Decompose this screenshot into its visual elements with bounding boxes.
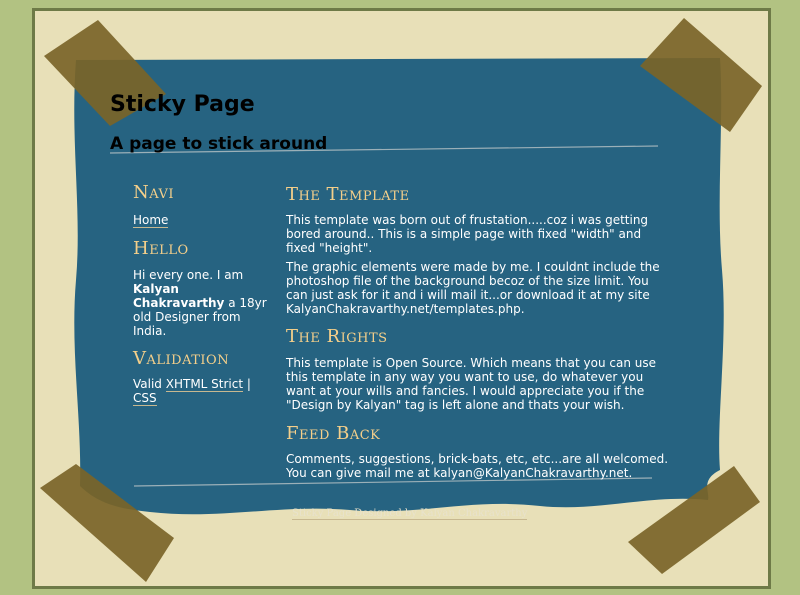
hello-heading: Hello	[133, 238, 189, 259]
footer-credit	[292, 508, 527, 519]
rights-paragraph: This template is Open Source. Which means that you can use this template in any way you want to use, do whatever you want at your wills and fancies. I would appreciate you if the "Design by Kalyan" tag is left alone and thats your wish.	[286, 356, 657, 412]
template-heading: The Template	[286, 184, 410, 205]
footer-credit-link[interactable]: Sticky Page Designed by Kalyan Chakravarthy	[292, 508, 528, 519]
navi-heading: Navi	[133, 182, 175, 203]
validation-heading: Validation	[133, 348, 230, 369]
template-paragraph-1: This template was born out of frustation.....coz i was getting bored around.. This is a simple page with fixed "width" and fixed "height".	[286, 213, 649, 255]
hello-text-start: Hi every one. I am	[133, 268, 244, 282]
page-subtitle: A page to stick around	[110, 134, 328, 154]
hello-text	[133, 268, 269, 338]
home-link[interactable]: Home	[133, 213, 169, 227]
hello-text-end: a 18yr old Designer from India.	[133, 296, 267, 338]
feedback-heading: Feed Back	[286, 423, 381, 444]
author-name: Kalyan Chakravarthy	[133, 282, 225, 310]
xhtml-strict-link[interactable]: XHTML Strict	[165, 377, 244, 391]
validation-separator: |	[246, 377, 251, 391]
feedback-paragraph: Comments, suggestions, brick-bats, etc, etc...are all welcomed. You can give mail me at kalyan@KalyanChakravarthy.net.	[286, 452, 669, 480]
rights-heading: The Rights	[286, 326, 388, 347]
template-paragraph-2: The graphic elements were made by me. I couldnt include the photoshop file of the background becoz of the size limit. You can just ask for it and i will mail it...or download it at my site KalyanChakravarthy.net/templates.php.	[286, 260, 660, 316]
css-link[interactable]: CSS	[133, 391, 157, 405]
valid-prefix: Valid	[133, 377, 162, 391]
page-title: Sticky Page	[110, 92, 255, 117]
validation-text	[133, 377, 269, 405]
